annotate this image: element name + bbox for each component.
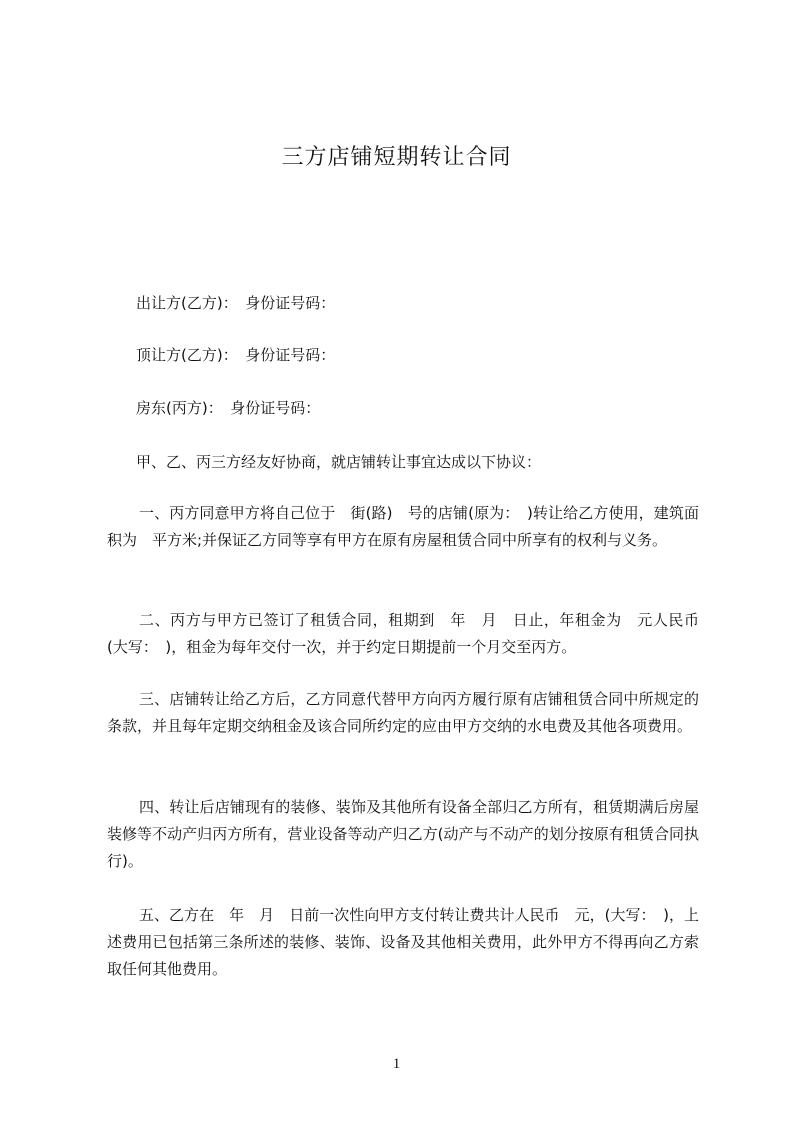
party-transferor-line: 出让方(乙方)： 身份证号码：: [136, 294, 336, 312]
clause-3: 三、店铺转让给乙方后，乙方同意代替甲方向丙方履行原有店铺租赁合同中所规定的条款，并且每年定期交纳租金及该合同所约定的应由甲方交纳的水电费及其他各项费用。: [107, 690, 699, 735]
clause-5: 五、乙方在 年 月 日前一次性向甲方支付转让费共计人民币 元，(大写： )，上述费用已包括第三条所述的装修、装饰、设备及其他相关费用，此外甲方不得再向乙方索取任何其他费用。: [107, 906, 699, 978]
clause-4: 四、转让后店铺现有的装修、装饰及其他所有设备全部归乙方所有，租赁期满后房屋装修等不动产归丙方所有，营业设备等动产归乙方(动产与不动产的划分按原有租赁合同执行)。: [107, 798, 699, 870]
page-number: 1: [392, 1056, 401, 1072]
party-transferee-line: 顶让方(乙方)： 身份证号码：: [136, 346, 336, 364]
document-title: 三方店铺短期转让合同: [281, 145, 512, 170]
party-landlord-line: 房东(丙方)： 身份证号码：: [136, 399, 321, 417]
clause-2: 二、丙方与甲方已签订了租赁合同，租期到 年 月 日止，年租金为 元人民币(大写： )，租金为每年交付一次，并于约定日期提前一个月交至丙方。: [107, 611, 699, 656]
agreement-intro: 甲、乙、丙三方经友好协商，就店铺转让事宜达成以下协议：: [136, 453, 542, 471]
clause-1: 一、丙方同意甲方将自己位于 街(路) 号的店铺(原为： )转让给乙方使用，建筑面积为 平方米;并保证乙方同等享有甲方在原有房屋租赁合同中所享有的权利与义务。: [107, 504, 699, 549]
